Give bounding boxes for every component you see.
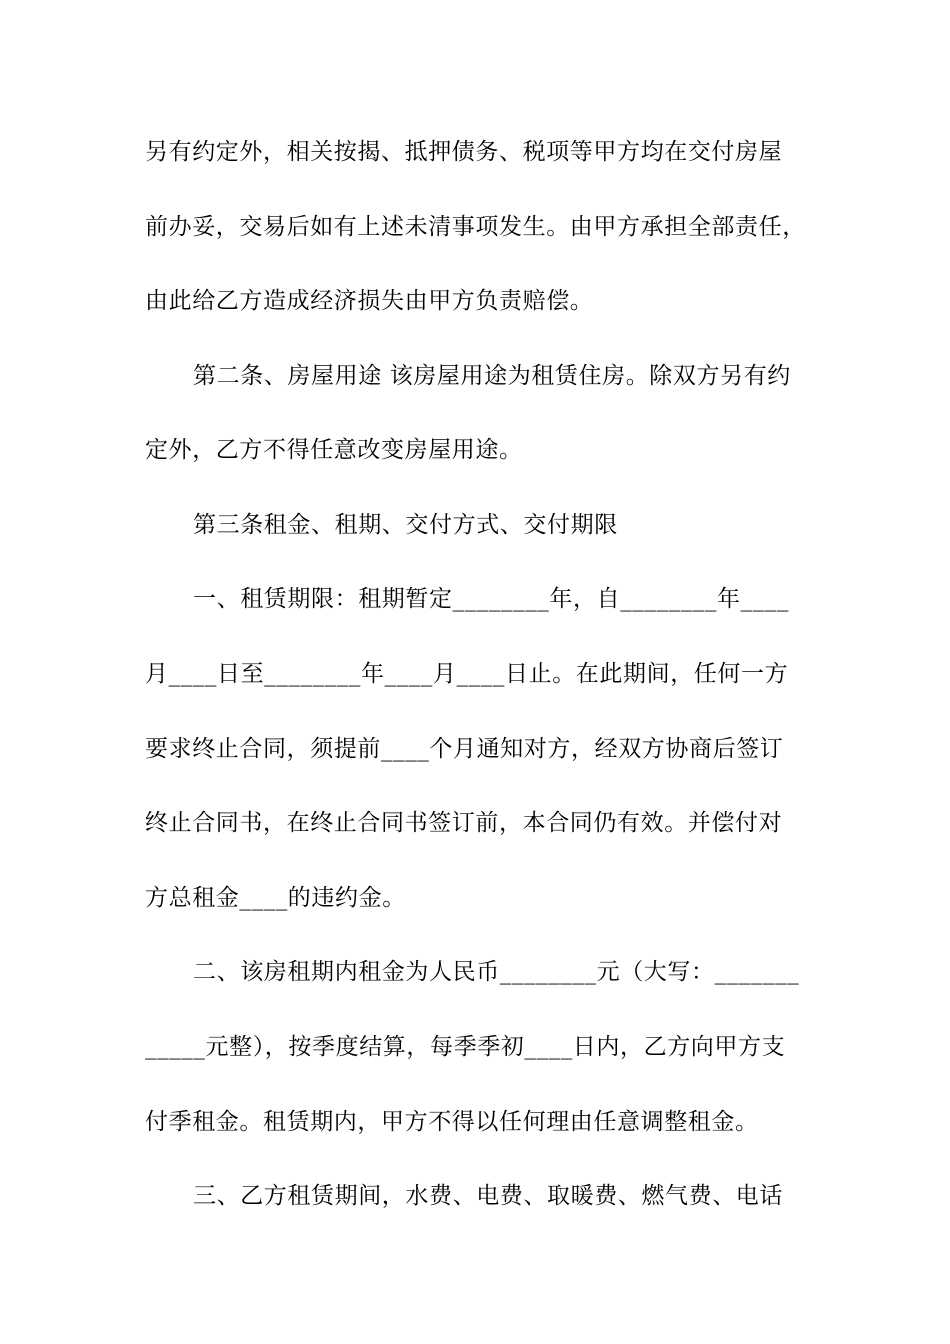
- body-line: 要求终止合同，须提前____个月通知对方，经双方协商后签订: [145, 736, 784, 762]
- body-line: 月____日至________年____月____日止。在此期间，任何一方: [145, 661, 789, 687]
- body-line: 另有约定外，相关按揭、抵押债务、税项等甲方均在交付房屋: [145, 139, 783, 165]
- body-line: 由此给乙方造成经济损失由甲方负责赔偿。: [145, 288, 594, 314]
- body-line: 定外，乙方不得任意改变房屋用途。: [145, 437, 523, 463]
- body-line: _____元整），按季度结算，每季季初____日内，乙方向甲方支: [145, 1034, 786, 1060]
- clause-line: 一、租赁期限：租期暂定________年，自________年____: [193, 586, 789, 612]
- body-line: 付季租金。租赁期内，甲方不得以任何理由任意调整租金。: [145, 1109, 759, 1135]
- body-line: 前办妥，交易后如有上述未清事项发生。由甲方承担全部责任，: [145, 214, 806, 240]
- article-heading-line: 第三条租金、租期、交付方式、交付期限: [193, 512, 618, 538]
- body-line: 终止合同书，在终止合同书签订前，本合同仍有效。并偿付对: [145, 810, 783, 836]
- body-line: 方总租金____的违约金。: [145, 885, 406, 911]
- article-heading-line: 第二条、房屋用途 该房屋用途为租赁住房。除双方另有约: [193, 363, 791, 389]
- clause-line: 二、该房租期内租金为人民币________元（大写：_______: [193, 959, 800, 985]
- clause-line: 三、乙方租赁期间，水费、电费、取暖费、燃气费、电话: [193, 1183, 783, 1209]
